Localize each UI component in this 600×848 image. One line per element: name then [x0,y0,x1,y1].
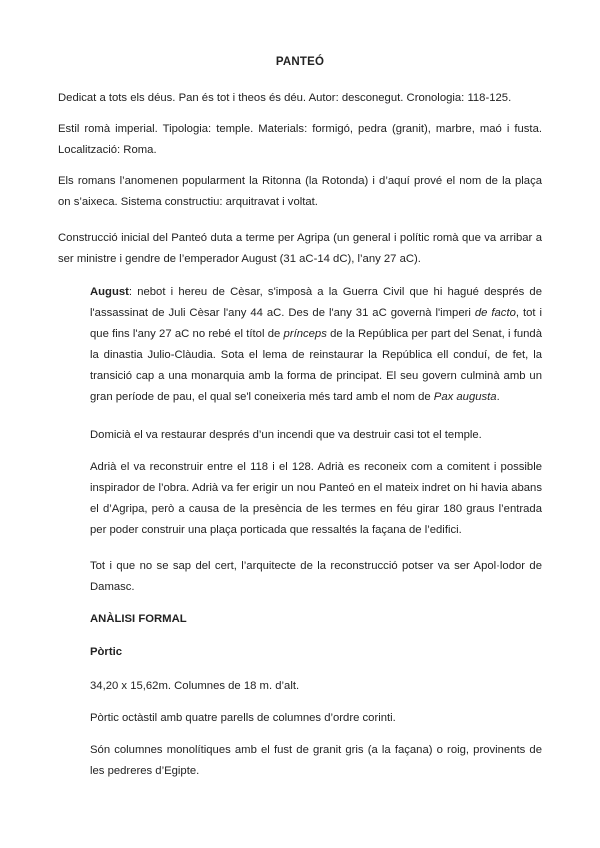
paragraph-dimensions: 34,20 x 15,62m. Columnes de 18 m. d’alt. [90,680,300,692]
paragraph-columns: Són columnes monolítiques amb el fust de granit gris (a la façana) o roig, provinents de les pedreres d’Egipte. [90,744,542,777]
intro-paragraph-style: Estil romà imperial. Tipologia: temple. Materials: formigó, pedra (granit), marbre, maó i fusta. Localització: Roma. [58,123,542,156]
intro-paragraph-construction: Construcció inicial del Panteó duta a terme per Agripa (un general i polític romà que va arribar a ser ministre i gendre de l’emperador August (31 aC-14 dC), l’any 27 aC). [58,232,542,265]
august-text-4: . [496,391,500,403]
august-name: August [90,286,129,298]
paragraph-hadrian: Adrià el va reconstruir entre el 118 i el 128. Adrià es reconeix com a comitent i possible inspirador de l’obra. Adrià va fer erigir un nou Panteó en el mateix indret on hi havia abans el d’Agripa, però a causa de la presència de les termes en féu girar 180 graus l’entrada per poder construir una plaça porticada que ressaltés la façana de l’edifici. [90,461,542,536]
paragraph-octastyle: Pòrtic octàstil amb quatre parells de columnes d’ordre corinti. [90,712,396,724]
page-title: PANTEÓ [275,56,325,68]
intro-paragraph-dedication: Dedicat a tots els déus. Pan és tot i theos és déu. Autor: desconegut. Cronologia: 118-125. [58,92,512,104]
august-text-2: , tot i que fins l'any 27 aC no rebé el títol de [90,307,542,340]
august-text-3: de la República per part del Senat, i fundà la dinastia Julio-Clàudia. Sota el lema de reinstaurar la República ell conduí, de fet, la transició cap a una monarquia amb la forma de principat. El seu govern culminà amb un gran període de pau, el qual se'l coneixeria més tard amb el nom de [90,328,543,403]
section-heading-formal-analysis: ANÀLISI FORMAL [90,613,187,625]
august-emphasis-princeps: prínceps [283,328,327,340]
august-text-1: : nebot i hereu de Cèsar, s'imposà a la Guerra Civil que hi hagué després de l'assassinat de Juli Cèsar l'any 44 aC. Des de l'any 31 aC governà l'imperi [90,286,542,319]
subheading-portico: Pòrtic [90,646,123,658]
august-emphasis-pax-augusta: Pax augusta [433,391,497,403]
august-emphasis-de-facto: de facto [474,307,516,319]
august-paragraph [90,282,542,408]
intro-paragraph-name: Els romans l’anomenen popularment la Ritonna (la Rotonda) i d’aquí prové el nom de la plaça on s’aixeca. Sistema constructiu: arquitravat i voltat. [58,175,542,208]
paragraph-architect: Tot i que no se sap del cert, l’arquitecte de la reconstrucció potser va ser Apol·lodor de Damasc. [90,560,542,593]
paragraph-domitian: Domicià el va restaurar després d’un incendi que va destruir casi tot el temple. [90,429,482,441]
